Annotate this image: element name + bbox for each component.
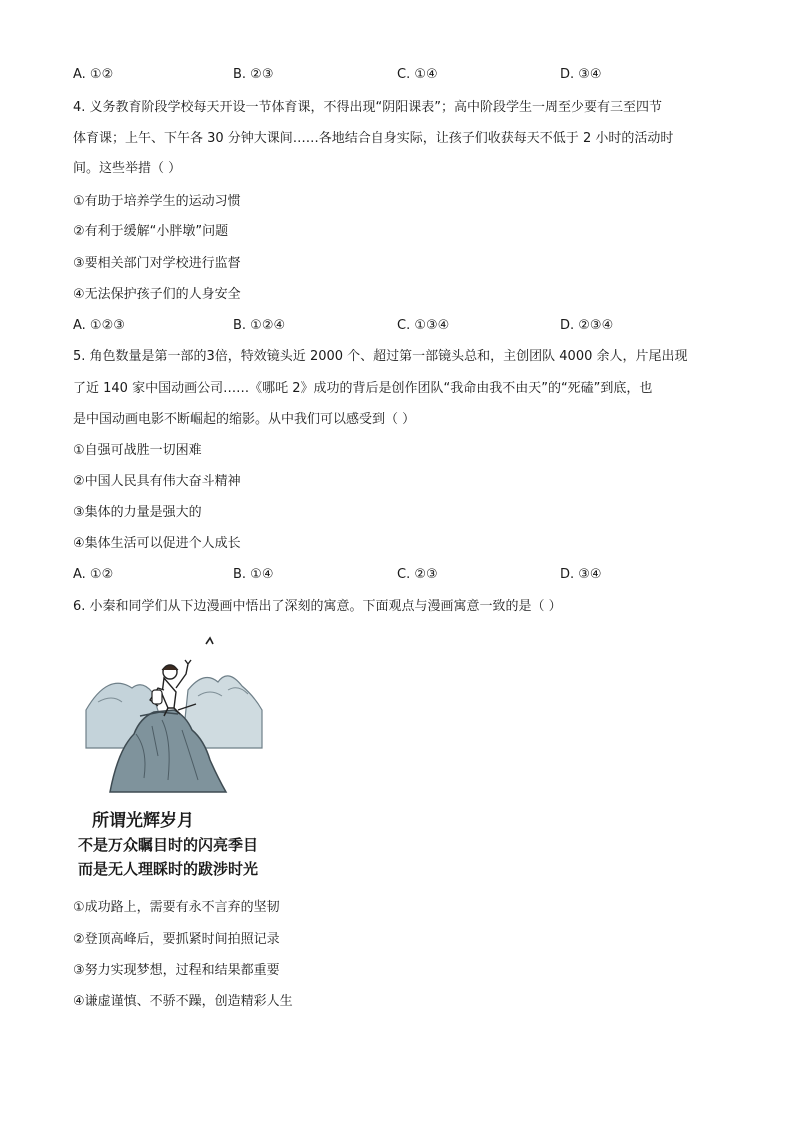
q4-statement-1: ①有助于培养学生的运动习惯 — [73, 194, 241, 209]
q5-option-d[interactable]: D. ③④ — [560, 567, 602, 582]
q5-stem-line-3: 是中国动画电影不断崛起的缩影。从中我们可以感受到（ ） — [73, 412, 416, 427]
q4-options — [73, 316, 723, 336]
q4-statement-3: ③要相关部门对学校进行监督 — [73, 256, 241, 271]
q5-options — [73, 565, 723, 585]
q5-statement-1: ①自强可战胜一切困难 — [73, 443, 202, 458]
q4-stem-line-1: 4. 义务教育阶段学校每天开设一节体育课，不得出现“阴阳课表”；高中阶段学生一周至少要有三至四节 — [73, 100, 663, 115]
q5-option-a[interactable]: A. ①② — [73, 567, 114, 582]
q4-statement-2: ②有利于缓解“小胖墩”问题 — [73, 224, 229, 239]
comic-caption-line-3: 而是无人理睬时的跋涉时光 — [78, 860, 259, 878]
q4-stem-line-3: 间。这些举措（ ） — [73, 161, 182, 176]
q5-statement-3: ③集体的力量是强大的 — [73, 505, 202, 520]
mountain-climber-comic — [78, 630, 278, 882]
q3-options — [73, 65, 723, 85]
q3-option-d[interactable]: D. ③④ — [560, 67, 602, 82]
q4-option-d[interactable]: D. ②③④ — [560, 318, 614, 333]
q5-stem-line-2: 了近 140 家中国动画公司……《哪吒 2》成功的背后是创作团队“我命由我不由天”的“死磕”到底，也 — [73, 381, 653, 396]
comic-caption-line-1: 所谓光辉岁月 — [92, 811, 194, 831]
comic-caption-line-2: 不是万众瞩目时的闪亮季目 — [78, 836, 259, 854]
q4-option-a[interactable]: A. ①②③ — [73, 318, 125, 333]
bird-icon — [206, 638, 213, 644]
q4-option-b[interactable]: B. ①②④ — [233, 318, 286, 333]
q5-option-b[interactable]: B. ①④ — [233, 567, 274, 582]
q5-statement-2: ②中国人民具有伟大奋斗精神 — [73, 474, 241, 489]
q6-statement-1: ①成功路上，需要有永不言弃的坚韧 — [73, 900, 280, 915]
q3-option-c[interactable]: C. ①④ — [397, 67, 438, 82]
q5-option-c[interactable]: C. ②③ — [397, 567, 438, 582]
q6-statement-3: ③努力实现梦想，过程和结果都重要 — [73, 963, 280, 978]
q5-stem-line-1: 5. 角色数量是第一部的3倍，特效镜头近 2000 个、超过第一部镜头总和，主创团队 4000 余人，片尾出现 — [73, 349, 688, 364]
q6-stem-line-1: 6. 小秦和同学们从下边漫画中悟出了深刻的寓意。下面观点与漫画寓意一致的是（ ） — [73, 599, 562, 614]
q3-option-b[interactable]: B. ②③ — [233, 67, 274, 82]
q4-statement-4: ④无法保护孩子们的人身安全 — [73, 287, 241, 302]
q4-option-c[interactable]: C. ①③④ — [397, 318, 450, 333]
q3-option-a[interactable]: A. ①② — [73, 67, 114, 82]
q6-statement-4: ④谦虚谨慎、不骄不躁，创造精彩人生 — [73, 994, 293, 1009]
q6-statement-2: ②登顶高峰后，要抓紧时间拍照记录 — [73, 932, 280, 947]
q4-stem-line-2: 体育课；上午、下午各 30 分钟大课间……各地结合自身实际，让孩子们收获每天不低于 2 小时的活动时 — [73, 131, 674, 146]
q5-statement-4: ④集体生活可以促进个人成长 — [73, 536, 241, 551]
